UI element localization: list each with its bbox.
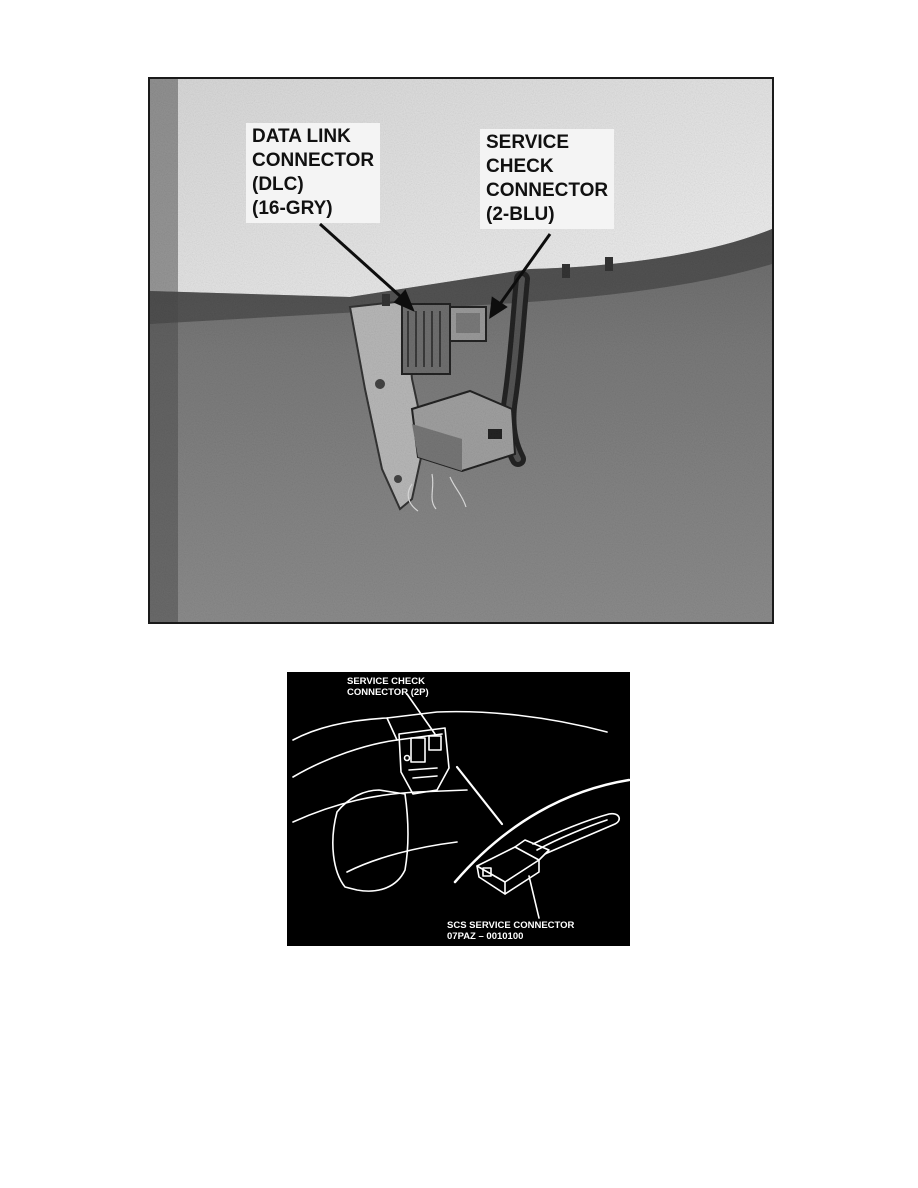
drawing-service-check-label-line: CONNECTOR (2P) [347,687,429,698]
service-check-connector-drawing [429,736,441,750]
service-check-label [480,129,614,229]
drawing-illustration [287,672,630,946]
dlc-label [246,123,380,223]
drawing-service-check-label [347,676,429,698]
dlc-label-line: (DLC) [252,174,304,195]
photo-illustration [150,79,772,622]
dlc-label-line: DATA LINK [252,126,351,147]
service-check-label-line: SERVICE [486,132,570,153]
dlc-label-line: CONNECTOR [252,150,375,171]
scs-connector-label-line: SCS SERVICE CONNECTOR [447,920,575,931]
dlc-connector [402,304,450,374]
drawing-service-check-label-line: SERVICE CHECK [347,676,425,687]
service-check-label-line: CHECK [486,156,554,177]
dashboard-photo [148,77,774,624]
service-check-label-line: CONNECTOR [486,180,609,201]
connector-line-drawing [287,672,630,946]
dashboard-outline [293,712,607,740]
scs-connector-label-line: 07PAZ – 0010100 [447,931,524,942]
zoom-arc [455,780,629,882]
service-check-label-line: (2-BLU) [486,204,555,225]
scs-connector-label [447,920,574,942]
dlc-label-line: (16-GRY) [252,198,333,219]
floor-mat [333,790,408,891]
